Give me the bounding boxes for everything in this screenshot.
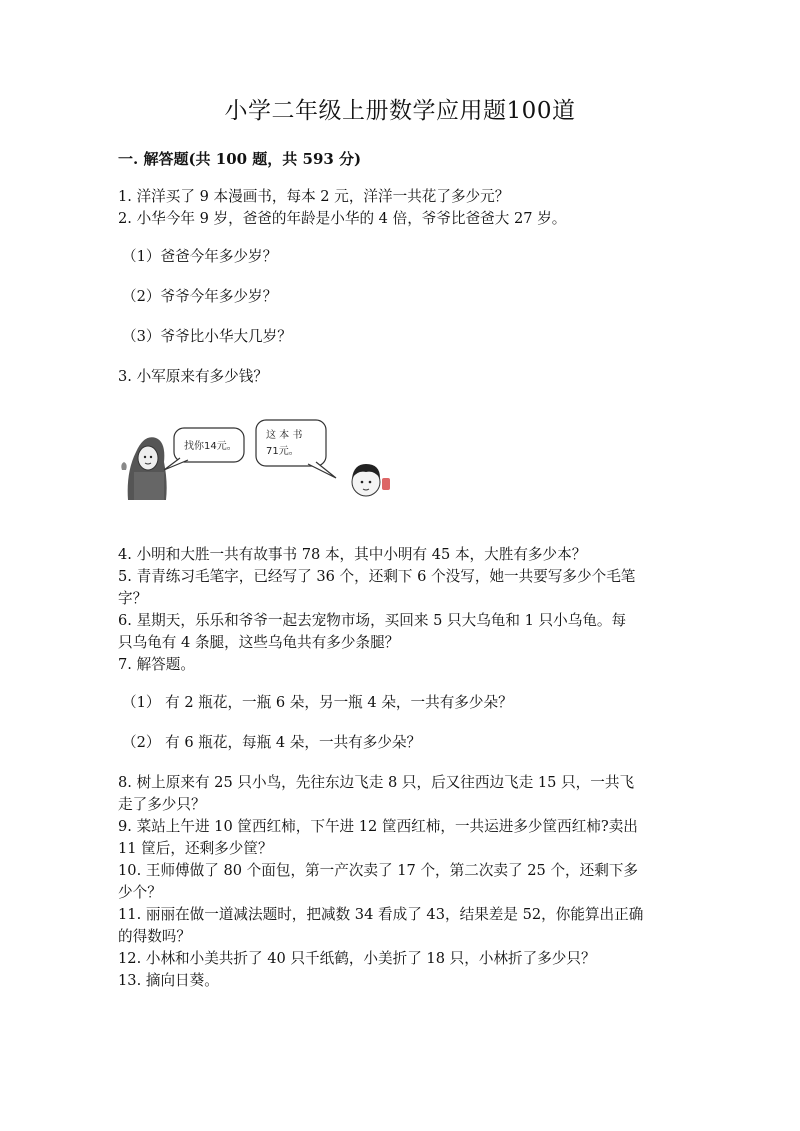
boy-figure bbox=[352, 464, 390, 496]
speech-bubble-right-line-2: 71元。 bbox=[266, 446, 299, 457]
question-2-part-3: （3）爷爷比小华大几岁？ bbox=[122, 328, 292, 345]
question-12: 12. 小林和小美共折了 40 只千纸鹤，小美折了 18 只，小林折了多少只？ bbox=[118, 950, 596, 967]
question-5-line-1: 5. 青青练习毛笔字，已经写了 36 个，还剩下 6 个没写，她一共要写多少个毛笔 bbox=[118, 568, 636, 585]
question-6-line-2: 只乌龟有 4 条腿，这些乌龟共有多少条腿？ bbox=[118, 634, 400, 651]
shopkeeper-figure bbox=[121, 437, 166, 500]
question-8-line-2: 走了多少只？ bbox=[118, 796, 206, 813]
speech-bubble-right bbox=[256, 420, 336, 478]
speech-bubble-left bbox=[164, 428, 244, 470]
question-4: 4. 小明和大胜一共有故事书 78 本，其中小明有 45 本，大胜有多少本？ bbox=[118, 546, 587, 563]
page-title: 小学二年级上册数学应用题100道 bbox=[224, 98, 576, 124]
question-7-part-2: （2） 有 6 瓶花，每瓶 4 朵，一共有多少朵？ bbox=[122, 734, 422, 751]
question-2-part-1: （1）爸爸今年多少岁？ bbox=[122, 248, 278, 265]
question-3-illustration bbox=[118, 412, 398, 508]
question-11-line-2: 的得数吗？ bbox=[118, 928, 191, 945]
question-2-part-2: （2）爷爷今年多少岁？ bbox=[122, 288, 278, 305]
question-10-line-1: 10. 王师傅做了 80 个面包，第一产次卖了 17 个，第二次卖了 25 个，还剩下多 bbox=[118, 862, 639, 879]
question-9-line-1: 9. 菜站上午进 10 筐西红柿，下午进 12 筐西红柿，一共运进多少筐西红柿?卖出 bbox=[118, 818, 638, 835]
question-7-part-1: （1） 有 2 瓶花，一瓶 6 朵，另一瓶 4 朵，一共有多少朵？ bbox=[122, 694, 513, 711]
question-13: 13. 摘向日葵。 bbox=[118, 972, 219, 989]
question-8-line-1: 8. 树上原来有 25 只小鸟，先往东边飞走 8 只，后又往西边飞走 15 只，一共飞 bbox=[118, 774, 635, 791]
question-2: 2. 小华今年 9 岁，爸爸的年龄是小华的 4 倍，爷爷比爸爸大 27 岁。 bbox=[118, 210, 567, 227]
question-5-line-2: 字？ bbox=[118, 590, 148, 607]
question-1: 1. 洋洋买了 9 本漫画书，每本 2 元，洋洋一共花了多少元？ bbox=[118, 188, 510, 205]
question-9-line-2: 11 筐后，还剩多少筐？ bbox=[118, 840, 273, 857]
question-10-line-2: 少个？ bbox=[118, 884, 162, 901]
section-title: 一. 解答题(共 100 题，共 593 分) bbox=[118, 150, 362, 168]
speech-bubble-left-text: 找你14元。 bbox=[184, 441, 237, 452]
question-6-line-1: 6. 星期天，乐乐和爷爷一起去宠物市场，买回来 5 只大乌龟和 1 只小乌龟。每 bbox=[118, 612, 627, 629]
question-11-line-1: 11. 丽丽在做一道减法题时，把减数 34 看成了 43，结果差是 52，你能算出正确 bbox=[118, 906, 644, 923]
question-3: 3. 小军原来有多少钱？ bbox=[118, 368, 268, 385]
speech-bubble-right-line-1: 这 本 书 bbox=[266, 430, 303, 441]
question-7: 7. 解答题。 bbox=[118, 656, 195, 673]
